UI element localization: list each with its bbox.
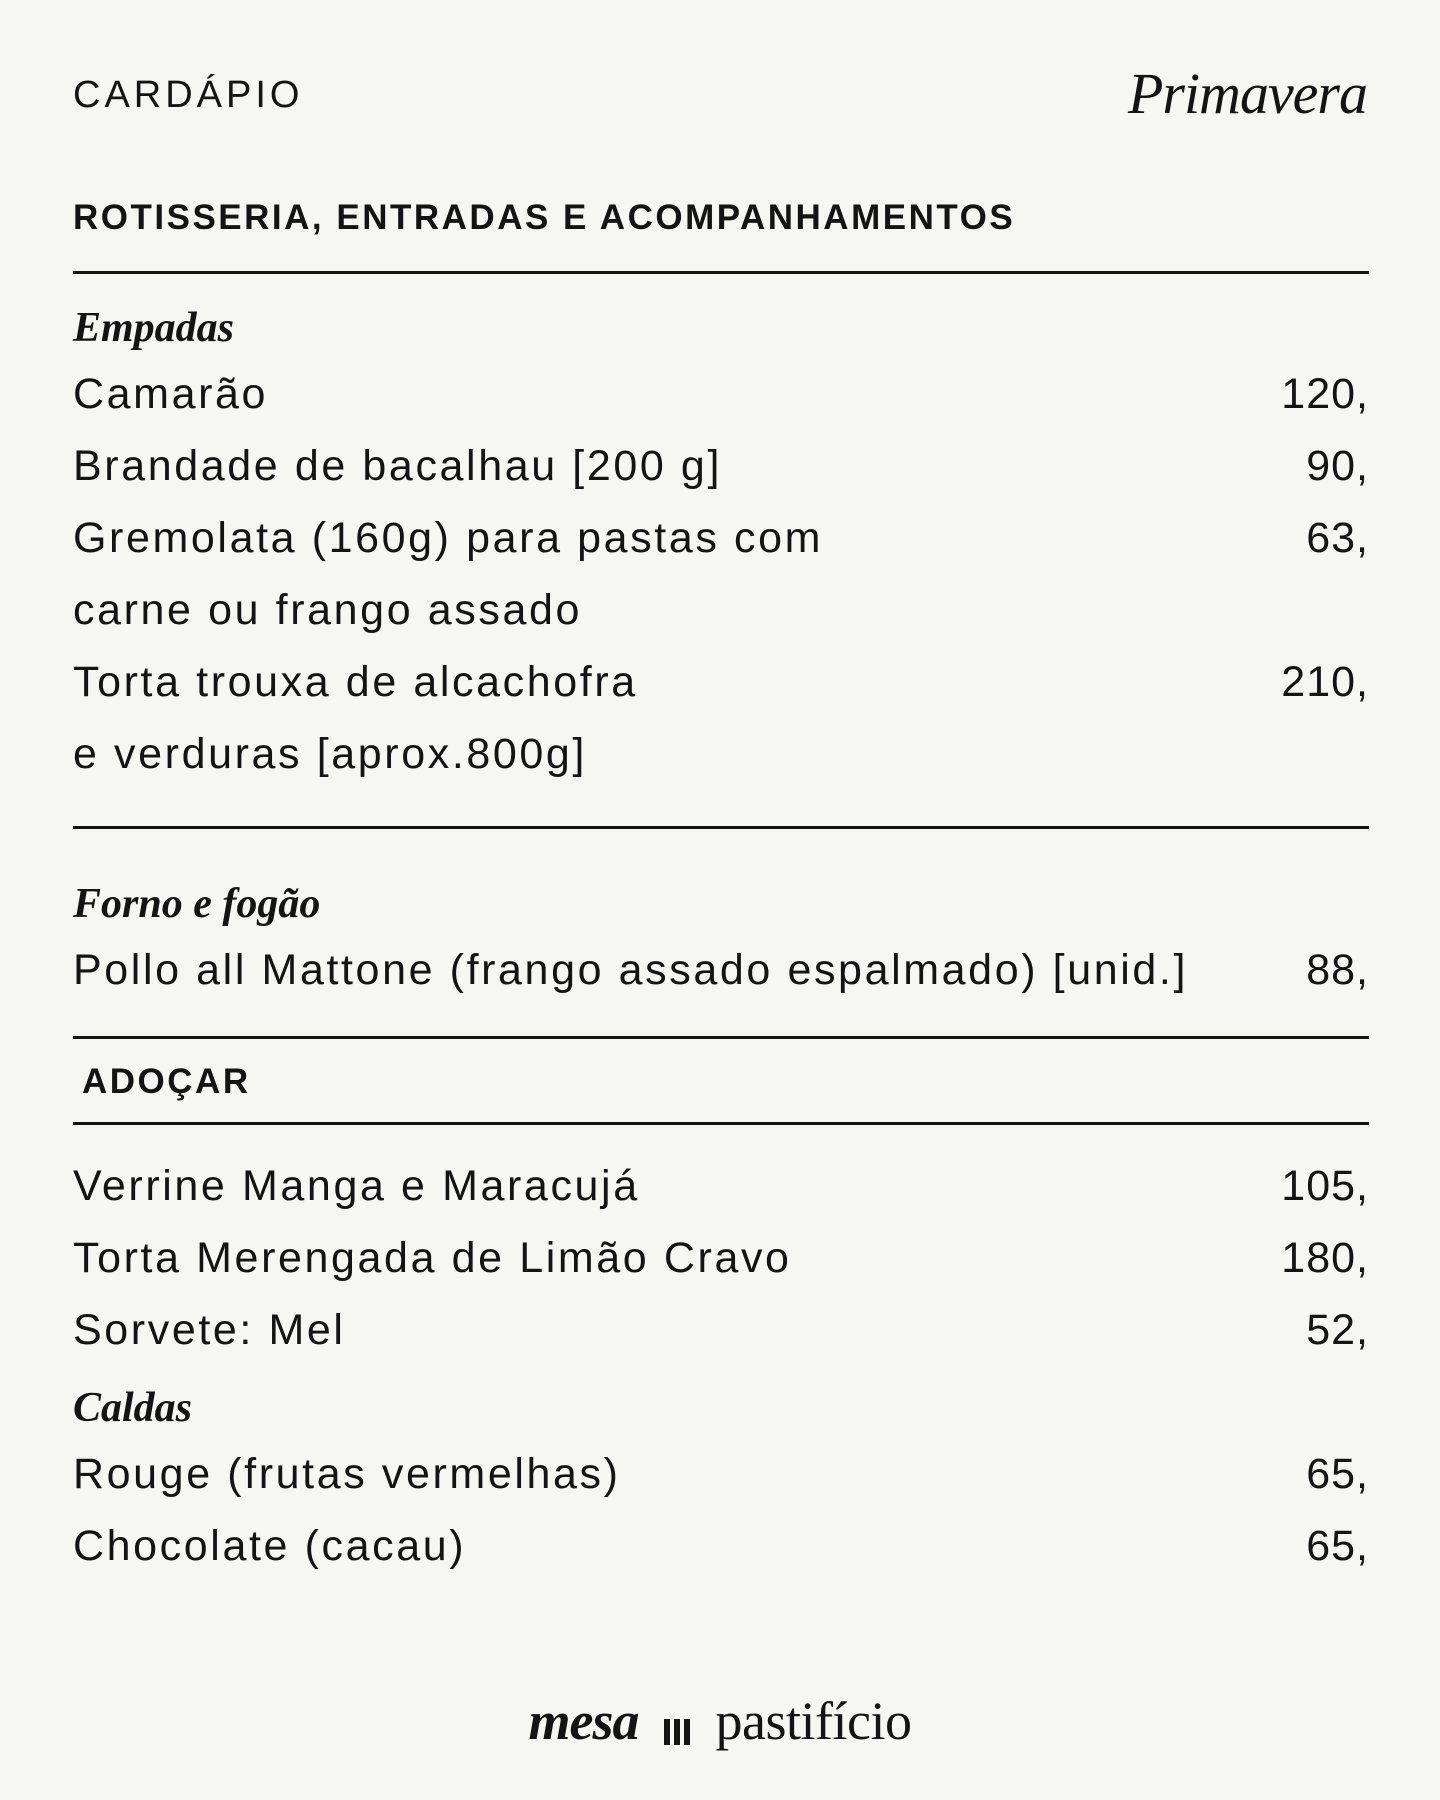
subheading-forno: Forno e fogão — [73, 881, 321, 927]
item-name: e verduras [aprox.800g] — [73, 730, 587, 778]
item-name: carne ou frango assado — [73, 586, 583, 634]
item-price: 120, — [1281, 370, 1369, 418]
logo-brand: mesa — [528, 1691, 639, 1751]
menu-item — [73, 730, 1369, 790]
item-name: Brandade de bacalhau [200 g] — [73, 442, 722, 490]
item-price: 210, — [1281, 658, 1369, 706]
divider — [73, 271, 1369, 274]
menu-item — [73, 946, 1369, 1006]
item-price: 88, — [1306, 946, 1369, 994]
menu-item — [73, 442, 1369, 502]
divider — [73, 826, 1369, 829]
section-title-adocar: ADOÇAR — [82, 1062, 251, 1101]
menu-item — [73, 1162, 1369, 1222]
item-name: Gremolata (160g) para pastas com — [73, 514, 824, 562]
item-name: Chocolate (cacau) — [73, 1522, 467, 1570]
footer-logo — [0, 1690, 1440, 1758]
item-price: 65, — [1306, 1450, 1369, 1498]
item-price: 105, — [1281, 1162, 1369, 1210]
item-price: 52, — [1306, 1306, 1369, 1354]
menu-item — [73, 586, 1369, 646]
subheading-empadas: Empadas — [73, 305, 235, 351]
item-name: Torta trouxa de alcachofra — [73, 658, 638, 706]
menu-item — [73, 1450, 1369, 1510]
item-price: 90, — [1306, 442, 1369, 490]
logo-sub: pastifício — [715, 1691, 912, 1751]
menu-label: CARDÁPIO — [73, 74, 304, 116]
item-price: 65, — [1306, 1522, 1369, 1570]
item-price: 63, — [1306, 514, 1369, 562]
item-price: 180, — [1281, 1234, 1369, 1282]
season-title: Primavera — [1127, 61, 1367, 126]
item-name: Torta Merengada de Limão Cravo — [73, 1234, 792, 1282]
menu-item — [73, 1234, 1369, 1294]
logo-bars-icon — [662, 1696, 692, 1758]
menu-item — [73, 370, 1369, 430]
menu-item — [73, 1522, 1369, 1582]
item-name: Rouge (frutas vermelhas) — [73, 1450, 621, 1498]
section-title-rotisseria: ROTISSERIA, ENTRADAS E ACOMPANHAMENTOS — [73, 198, 1016, 237]
menu-item — [73, 1306, 1369, 1366]
divider — [73, 1122, 1369, 1125]
menu-item — [73, 514, 1369, 574]
subheading-caldas: Caldas — [73, 1385, 193, 1431]
item-name: Camarão — [73, 370, 269, 418]
menu-item — [73, 658, 1369, 718]
item-name: Sorvete: Mel — [73, 1306, 346, 1354]
divider — [73, 1036, 1369, 1039]
item-name: Pollo all Mattone (frango assado espalmado) [unid.] — [73, 946, 1189, 994]
item-name: Verrine Manga e Maracujá — [73, 1162, 640, 1210]
